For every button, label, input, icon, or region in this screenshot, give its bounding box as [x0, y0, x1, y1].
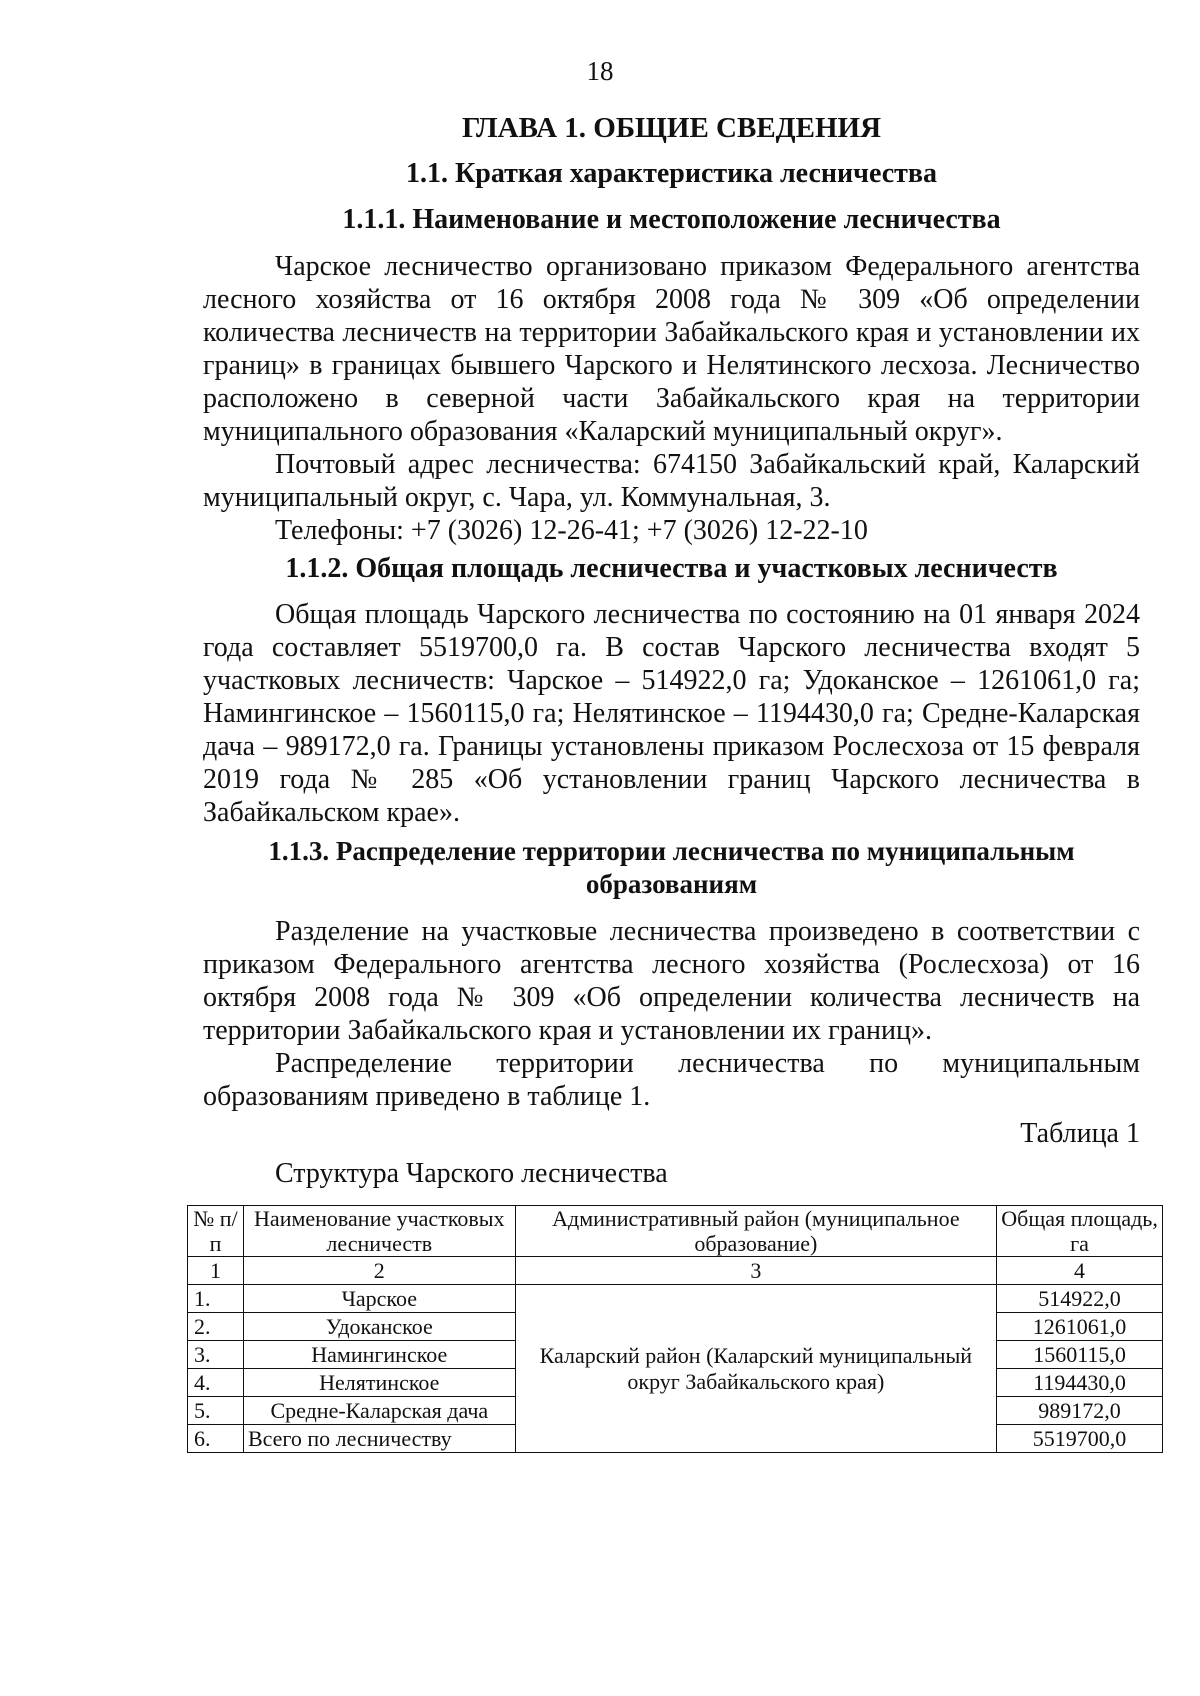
- body-text-3: [203, 915, 1140, 1113]
- row-area: 1194430,0: [997, 1369, 1163, 1397]
- row-name: Чарское: [243, 1285, 515, 1313]
- table-header-row: [188, 1206, 1163, 1257]
- chapter-title-block: [203, 112, 1140, 145]
- paragraph-location: Чарское лесничество организовано приказом Федерального агентства лесного хозяйства от 16 октября 2008 года № 309 «Об определении количества лесничеств на территории Забайкальского края и установлении их границ» в границах бывшего Чарского и Нелятинского лесхоза. Лесничество расположено в северной части Забайкальского края на территории муниципального образования «Каларский муниципальный округ».: [203, 251, 1140, 447]
- subsection-title-block-3: [203, 835, 1140, 901]
- table-caption: Структура Чарского лесничества: [275, 1158, 668, 1189]
- header-area: Общая площадь, га: [997, 1206, 1163, 1257]
- header-name: Наименование участковых лесничеств: [243, 1206, 515, 1257]
- table-label: Таблица 1: [1020, 1118, 1140, 1149]
- table-colnum-row: [188, 1257, 1163, 1285]
- table-caption-block: [203, 1158, 1140, 1190]
- structure-table: [187, 1205, 1163, 1453]
- section-title-block: [203, 158, 1140, 190]
- row-area: 989172,0: [997, 1397, 1163, 1425]
- row-name: Удоканское: [243, 1313, 515, 1341]
- subsection-title-block-2: [203, 553, 1140, 585]
- region-cell: Каларский район (Каларский муниципальный округ Забайкальского края): [515, 1285, 996, 1453]
- row-area: 1560115,0: [997, 1341, 1163, 1369]
- section-title-1-1-2: 1.1.2. Общая площадь лесничества и участковых лесничеств: [285, 553, 1058, 584]
- header-number: № п/п: [188, 1206, 244, 1257]
- paragraph-address: Почтовый адрес лесничества: 674150 Забайкальский край, Каларский муниципальный округ, с. Чара, ул. Коммунальная, 3.: [203, 449, 1140, 513]
- paragraph-phones: Телефоны: +7 (3026) 12-26-41; +7 (3026) 12-22-10: [275, 515, 868, 546]
- row-area: 1261061,0: [997, 1313, 1163, 1341]
- table-row: [188, 1285, 1163, 1313]
- page-number: 18: [586, 56, 614, 86]
- colnum-1: 1: [188, 1257, 244, 1285]
- row-number: 2.: [188, 1313, 244, 1341]
- colnum-2: 2: [243, 1257, 515, 1285]
- section-title-1-1-1: 1.1.1. Наименование и местоположение лесничества: [342, 204, 1001, 235]
- row-number: 3.: [188, 1341, 244, 1369]
- row-number: 6.: [188, 1425, 244, 1453]
- row-name-total: Всего по лесничеству: [243, 1425, 515, 1453]
- paragraph-distribution: Распределение территории лесничества по муниципальным образованиям приведено в таблице 1.: [203, 1048, 1140, 1112]
- chapter-title: ГЛАВА 1. ОБЩИЕ СВЕДЕНИЯ: [461, 112, 882, 144]
- body-text-2: [203, 598, 1140, 829]
- paragraph-division: Разделение на участковые лесничества произведено в соответствии с приказом Федерального агентства лесного хозяйства (Рослесхоза) от 16 октября 2008 года № 309 «Об определении количества лесничеств на территории Забайкальского края и установлении их границ».: [203, 916, 1140, 1046]
- row-name: Намингинское: [243, 1341, 515, 1369]
- row-number: 4.: [188, 1369, 244, 1397]
- section-title-1-1-3: 1.1.3. Распределение территории лесничества по муниципальным образованиям: [268, 836, 1075, 899]
- section-title-1-1: 1.1. Краткая характеристика лесничества: [405, 158, 938, 189]
- header-region: Административный район (муниципальное образование): [515, 1206, 996, 1257]
- body-text-1: [203, 250, 1140, 547]
- subsection-title-block: [203, 204, 1140, 236]
- row-number: 5.: [188, 1397, 244, 1425]
- colnum-4: 4: [997, 1257, 1163, 1285]
- paragraph-area: Общая площадь Чарского лесничества по состоянию на 01 января 2024 года составляет 5519700,0 га. В состав Чарского лесничества входят 5 участковых лесничеств: Чарское – 514922,0 га; Удоканское – 1261061,0 га; Намингинское – 1560115,0 га; Нелятинское – 1194430,0 га; Средне-Каларская дача – 989172,0 га. Границы установлены приказом Рослесхоза от 15 февраля 2019 года № 285 «Об установлении границ Чарского лесничества в Забайкальском крае».: [203, 599, 1140, 828]
- row-name: Средне-Каларская дача: [243, 1397, 515, 1425]
- colnum-3: 3: [515, 1257, 996, 1285]
- table-label-block: [203, 1118, 1140, 1150]
- row-area: 514922,0: [997, 1285, 1163, 1313]
- row-area-total: 5519700,0: [997, 1425, 1163, 1453]
- row-name: Нелятинское: [243, 1369, 515, 1397]
- row-number: 1.: [188, 1285, 244, 1313]
